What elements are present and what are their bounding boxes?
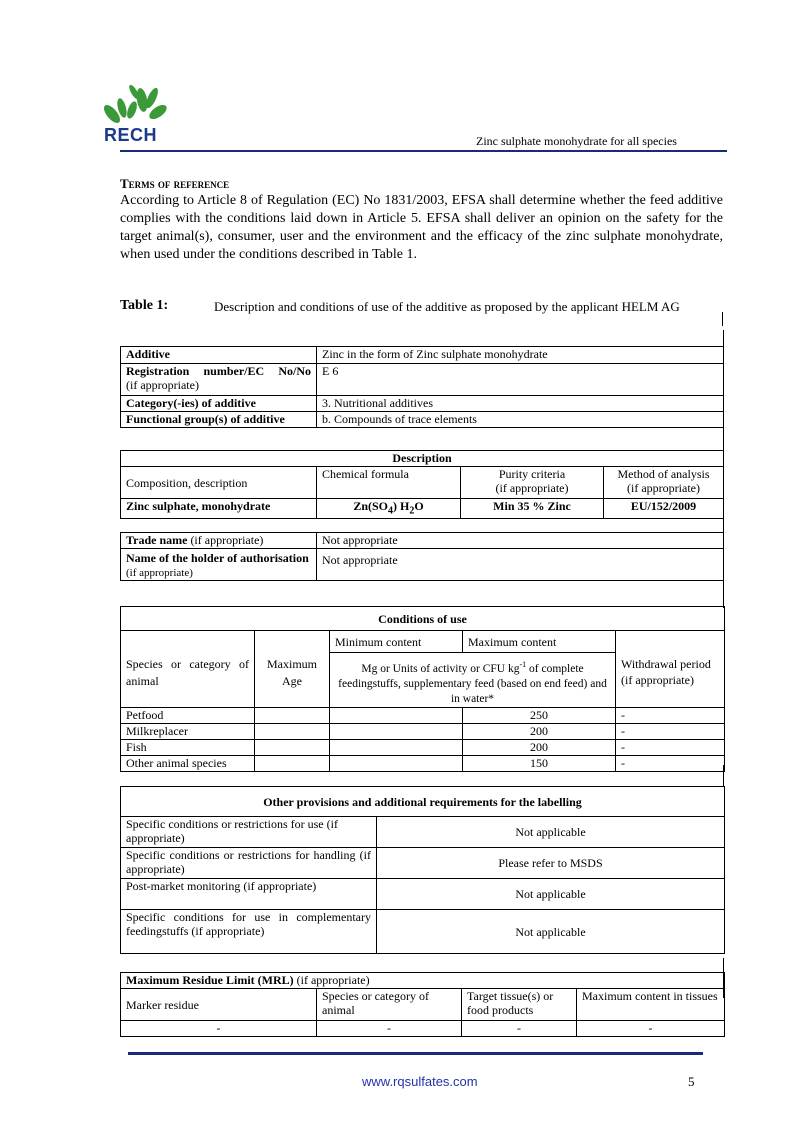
target-tissue-header: Target tissue(s) or food products (462, 989, 577, 1021)
registration-label-cell (121, 364, 317, 396)
table-row (121, 879, 725, 910)
provision-label: Specific conditions or restrictions for use (if appropriate) (121, 817, 377, 848)
max-content-tissues-header: Maximum content in tissues (577, 989, 725, 1021)
mrl-title: Maximum Residue Limit (MRL) (126, 973, 294, 987)
table-caption: Description and conditions of use of the additive as proposed by the applicant HELM AG (214, 299, 680, 314)
method-note: (if appropriate) (627, 481, 700, 495)
mrl-note: (if appropriate) (296, 973, 370, 987)
max-content-cell: 150 (463, 755, 616, 771)
species-cell: Fish (121, 739, 255, 755)
additive-value: Zinc in the form of Zinc sulphate monohydrate (317, 347, 724, 364)
conditions-table (120, 606, 725, 772)
leaf-icon (98, 80, 173, 128)
method-header: Method of analysis (617, 467, 710, 481)
mrl-cell: - (121, 1021, 317, 1037)
species-header: Species or category of animal (121, 631, 255, 708)
max-age-header: Maximum Age (255, 631, 330, 708)
chemical-formula: $Zn(SO_4)$ $H_2O$ (317, 499, 461, 519)
functional-group-label: Functional group(s) of additive (121, 412, 317, 428)
min-content-cell (330, 755, 463, 771)
method-header-cell (604, 467, 724, 499)
section-heading: Terms of reference (120, 176, 230, 191)
provision-value: Not applicable (377, 817, 725, 848)
table-row (121, 910, 725, 954)
table-label: Table 1: (120, 298, 169, 313)
conditions-title: Conditions of use (121, 607, 725, 631)
min-content-cell (330, 739, 463, 755)
page-number: 5 (688, 1074, 695, 1089)
purity-header-cell (461, 467, 604, 499)
description-table (120, 450, 724, 519)
category-label: Category(-ies) of additive (121, 396, 317, 412)
website-link[interactable]: www.rqsulfates.com (362, 1074, 478, 1089)
description-title: Description (121, 451, 724, 467)
species-cell: Milkreplacer (121, 723, 255, 739)
purity-note: (if appropriate) (495, 481, 569, 495)
withdrawal-cell: - (616, 723, 725, 739)
mrl-cell: - (462, 1021, 577, 1037)
min-content-header: Minimum content (330, 631, 463, 653)
max-content-header: Maximum content (463, 631, 616, 653)
trade-name-value: Not appropriate (317, 533, 724, 549)
chemical-formula-header: Chemical formula (317, 467, 461, 499)
species-cell: Petfood (121, 707, 255, 723)
table-row (121, 755, 725, 771)
header-rule (120, 150, 727, 152)
min-content-cell (330, 707, 463, 723)
holder-label: Name of the holder of authorisation (126, 551, 309, 565)
mrl-cell: - (317, 1021, 462, 1037)
max-age-cell (255, 739, 330, 755)
withdrawal-header: Withdrawal period (if appropriate) (616, 631, 725, 708)
terms-paragraph: According to Article 8 of Regulation (EC) No 1831/2003, EFSA shall determine whether the feed additive complies with the conditions laid down in Article 5. EFSA shall deliver an opinion on the safety for the target animal(s), consumer, user and the environment and the efficacy of the zinc sulphate monohydrate, when used under the conditions described in Table 1. (120, 193, 723, 262)
max-age-cell (255, 755, 330, 771)
max-content-cell: 200 (463, 739, 616, 755)
table-row (121, 817, 725, 848)
functional-group-value: b. Compounds of trace elements (317, 412, 724, 428)
holder-label-cell (121, 549, 317, 581)
footer-rule (128, 1052, 703, 1055)
purity-value: Min 35 % Zinc (461, 499, 604, 519)
marker-residue-header: Marker residue (121, 989, 317, 1021)
max-content-cell: 250 (463, 707, 616, 723)
species-cell: Other animal species (121, 755, 255, 771)
provision-value: Please refer to MSDS (377, 848, 725, 879)
table-row (121, 848, 725, 879)
purity-header: Purity criteria (498, 467, 566, 481)
max-age-cell (255, 723, 330, 739)
table-row (121, 1021, 725, 1037)
max-age-cell (255, 707, 330, 723)
category-value: 3. Nutritional additives (317, 396, 724, 412)
table-border-line (723, 580, 724, 608)
substance-name: Zinc sulphate, monohydrate (121, 499, 317, 519)
mrl-table (120, 972, 725, 1037)
additive-label: Additive (121, 347, 317, 364)
trade-table (120, 532, 724, 581)
registration-note: (if appropriate) (126, 378, 199, 392)
trade-name-label-cell (121, 533, 317, 549)
method-value: EU/152/2009 (604, 499, 724, 519)
mrl-title-cell (121, 973, 725, 989)
table-row (121, 707, 725, 723)
composition-label: Composition, description (121, 467, 317, 499)
mrl-species-header: Species or category of animal (317, 989, 462, 1021)
provisions-table (120, 786, 725, 954)
min-content-cell (330, 723, 463, 739)
registration-label: Registration number/EC No/No (126, 364, 311, 378)
provision-label: Post-market monitoring (if appropriate) (121, 879, 377, 910)
withdrawal-cell: - (616, 707, 725, 723)
table-border-line (722, 312, 723, 326)
holder-note: (if appropriate) (126, 567, 193, 579)
provision-value: Not applicable (377, 879, 725, 910)
max-content-cell: 200 (463, 723, 616, 739)
provisions-title: Other provisions and additional requirements for the labelling (121, 787, 725, 817)
holder-value: Not appropriate (317, 549, 724, 581)
withdrawal-cell: - (616, 739, 725, 755)
withdrawal-cell: - (616, 755, 725, 771)
table-row (121, 723, 725, 739)
units-description: Mg or Units of activity or CFU $kg^{-1}$ of complete feedingstuffs, supplementary feed (based on end feed) and in water* (330, 653, 616, 708)
provision-value: Not applicable (377, 910, 725, 954)
registration-value: E 6 (317, 364, 724, 396)
identity-table (120, 346, 724, 428)
table-row (121, 739, 725, 755)
mrl-cell: - (577, 1021, 725, 1037)
provision-label: Specific conditions or restrictions for handling (if appropriate) (121, 848, 377, 879)
trade-name-note: (if appropriate) (190, 533, 264, 547)
trade-name-label: Trade name (126, 533, 188, 547)
document-title: Zinc sulphate monohydrate for all species (476, 134, 677, 148)
logo-text: RECH (104, 125, 158, 145)
provision-label: Specific conditions for use in complementary feedingstuffs (if appropriate) (121, 910, 377, 954)
company-logo (98, 80, 173, 150)
